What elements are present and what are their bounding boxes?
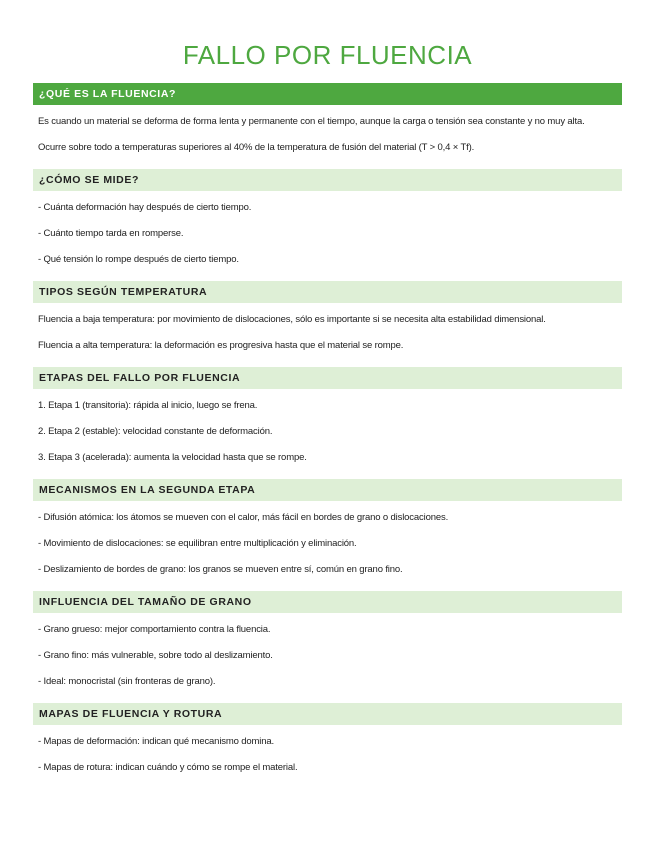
list-item: 2. Etapa 2 (estable): velocidad constante de deformación. [38, 426, 273, 437]
list-item: - Difusión atómica: los átomos se mueven con el calor, más fácil en bordes de grano o dislocaciones. [38, 512, 449, 523]
list-item: - Cuánto tiempo tarda en romperse. [38, 228, 184, 239]
page-title: FALLO POR FLUENCIA [182, 40, 473, 70]
section-mecanismos [33, 479, 622, 577]
list-item: - Deslizamiento de bordes de grano: los granos se mueven entre sí, común en grano fino. [38, 564, 403, 575]
section-header: ETAPAS DEL FALLO POR FLUENCIA [33, 367, 622, 389]
section-tamano-grano [33, 591, 622, 689]
section-que-es [33, 83, 622, 155]
list-item: - Grano grueso: mejor comportamiento contra la fluencia. [38, 624, 271, 635]
section-etapas [33, 367, 622, 465]
list-item: - Mapas de deformación: indican qué mecanismo domina. [38, 736, 275, 747]
paragraph: Es cuando un material se deforma de forma lenta y permanente con el tiempo, aunque la carga o tensión sea constante y no muy alta. [38, 116, 585, 127]
section-header: ¿CÓMO SE MIDE? [33, 169, 622, 191]
list-item: 1. Etapa 1 (transitoria): rápida al inicio, luego se frena. [38, 400, 258, 411]
list-item: - Ideal: monocristal (sin fronteras de grano). [38, 676, 216, 687]
document-content [33, 83, 622, 789]
section-header: MECANISMOS EN LA SEGUNDA ETAPA [33, 479, 622, 501]
list-item: - Movimiento de dislocaciones: se equilibran entre multiplicación y eliminación. [38, 538, 357, 549]
list-item: - Cuánta deformación hay después de cierto tiempo. [38, 202, 252, 213]
paragraph: Ocurre sobre todo a temperaturas superiores al 40% de la temperatura de fusión del material (T > 0,4 × Tf). [38, 142, 475, 153]
section-como-se-mide [33, 169, 622, 267]
section-mapas [33, 703, 622, 775]
list-item: - Grano fino: más vulnerable, sobre todo al deslizamiento. [38, 650, 273, 661]
section-header: MAPAS DE FLUENCIA Y ROTURA [33, 703, 622, 725]
paragraph: Fluencia a alta temperatura: la deformación es progresiva hasta que el material se rompe. [38, 340, 404, 351]
list-item: 3. Etapa 3 (acelerada): aumenta la velocidad hasta que se rompe. [38, 452, 307, 463]
section-header: TIPOS SEGÚN TEMPERATURA [33, 281, 622, 303]
section-tipos [33, 281, 622, 353]
paragraph: Fluencia a baja temperatura: por movimiento de dislocaciones, sólo es importante si se necesita alta estabilidad dimensional. [38, 314, 546, 325]
list-item: - Qué tensión lo rompe después de cierto tiempo. [38, 254, 239, 265]
section-header: ¿QUÉ ES LA FLUENCIA? [33, 83, 622, 105]
section-header: INFLUENCIA DEL TAMAÑO DE GRANO [33, 591, 622, 613]
list-item: - Mapas de rotura: indican cuándo y cómo se rompe el material. [38, 762, 298, 773]
